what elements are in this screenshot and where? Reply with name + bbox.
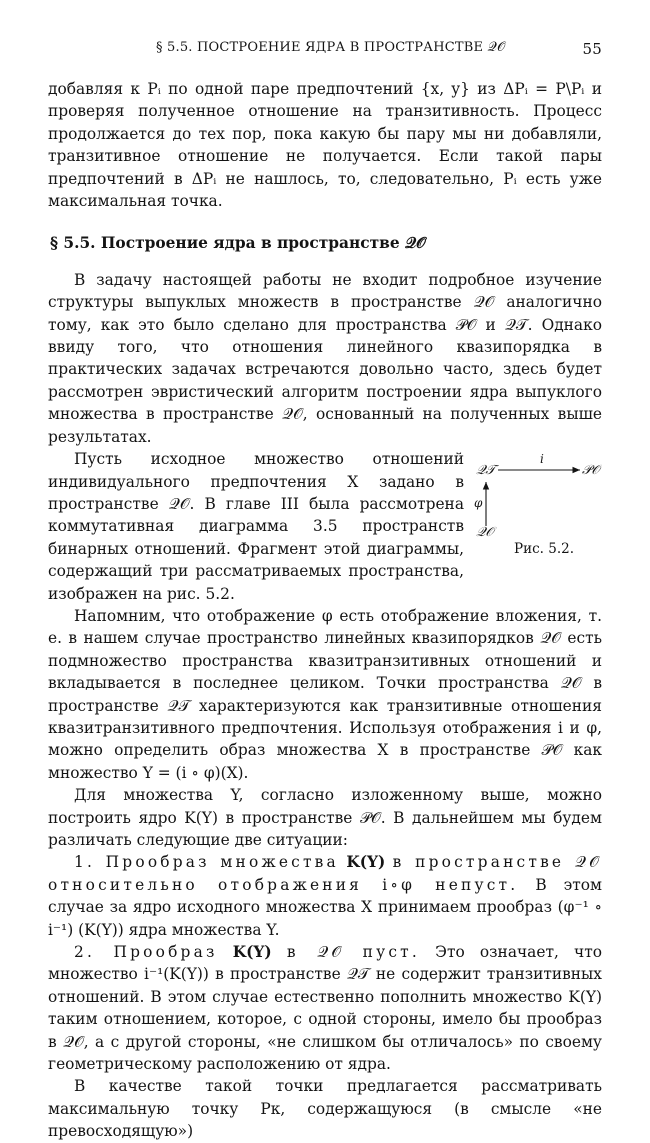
- situation-2-ky: K(Y): [232, 943, 272, 962]
- running-title: § 5.5. ПОСТРОЕНИЕ ЯДРА В ПРОСТРАНСТВЕ 𝒬𝒪: [156, 40, 506, 55]
- paragraph-situations: Для множества Y, согласно изложенному выше, можно построить ядро K(Y) в пространстве 𝒫𝒪. В дальнейшем мы будем различать следующие две ситуации:: [48, 786, 602, 849]
- arrow-phi-label: φ: [474, 496, 483, 511]
- running-header: [48, 40, 602, 64]
- situation-1-rest: В этом случае за ядро исходного множества X принимаем прообраз (φ⁻¹ ∘ i⁻¹) (K(Y)) ядра множества Y.: [48, 875, 602, 939]
- paragraph-continued: добавляя к Pᵢ по одной паре предпочтений {x, y} из ΔPᵢ = P\Pᵢ и проверяя полученное отношение на транзитивность. Процесс продолжается до тех пор, пока какую бы пару мы ни добавляли, транзитивное отношение не получается. Если такой пары предпочтений в ΔPᵢ не нашлось, то, следовательно, Pᵢ есть уже максимальная точка.: [48, 80, 602, 211]
- paragraph-final: В качестве такой точки предлагается рассматривать максимальную точку Pк, содержащуюся (в смысле «не превосходящую»): [48, 1077, 602, 1141]
- section-heading: § 5.5. Построение ядра в пространстве 𝒬𝒪: [50, 234, 426, 253]
- node-qt: 𝒬𝒯: [476, 463, 496, 479]
- figure-5-2: [474, 452, 602, 562]
- node-po: 𝒫𝒪: [582, 463, 600, 479]
- situation-2-spaced-a: 2. Прообраз: [74, 943, 218, 962]
- arrow-i-label: i: [540, 452, 544, 467]
- node-qo: 𝒬𝒪: [476, 525, 494, 541]
- body-text: [48, 78, 602, 1143]
- figure-caption: Рис. 5.2.: [514, 541, 574, 558]
- situation-1: [48, 851, 602, 941]
- situation-1-spaced-a: 1. Прообраз множества: [74, 853, 339, 872]
- situation-1-ky: K(Y): [346, 853, 386, 872]
- paragraph-intro-text: В задачу настоящей работы не входит подробное изучение структуры выпуклых множеств в пространстве 𝒬𝒪 аналогично тому, как это было сделано для пространства 𝒫𝒪 и 𝒬𝒯. Однако ввиду того, что отношения линейного квазипорядка в практических задачах встречаются довольно часто, здесь будет рассмотрен эвристический алгоритм построении ядра выпуклого множества в пространстве 𝒬𝒪, основанный на полученных выше результатах.: [48, 270, 602, 446]
- paragraph-setup: Пусть исходное множество отношений индивидуального предпочтения X задано в пространстве 𝒬𝒪. В главе III была рассмотрена коммутативная диаграмма 3.5 пространств бинарных отношений. Фрагмент этой диаграммы, содержащий три рассматриваемых пространства, изображен на рис. 5.2.: [48, 450, 464, 603]
- paragraph-intro: [48, 269, 602, 448]
- situation-1-spaced-b: в пространстве 𝒬𝒪 относительно отображения i∘φ непуст.: [48, 853, 602, 894]
- situation-2: [48, 941, 602, 1075]
- situation-2-spaced-b: в 𝒬𝒪 пуст.: [286, 943, 420, 962]
- page-number: 55: [582, 40, 602, 58]
- situation-2-rest: Это означает, что множество i⁻¹(K(Y)) в пространстве 𝒬𝒯 не содержит транзитивных отношений. В этом случае естественно пополнить множество K(Y) таким отношением, которое, с одной стороны, имело бы прообраз в 𝒬𝒪, а с другой стороны, «не слишком бы отличалось» по своему геометрическому расположению от ядра.: [48, 943, 602, 1074]
- paragraph-embedding: Напомним, что отображение φ есть отображение вложения, т. е. в нашем случае пространство линейных квазипорядков 𝒬𝒪 есть подмножество пространства квазитранзитивных отношений и вкладывается в последнее целиком. Точки пространства 𝒬𝒪 в пространстве 𝒬𝒯 характеризуются как транзитивные отношения квазитранзитивного предпочтения. Используя отображения i и φ, можно определить образ множества X в пространстве 𝒫𝒪 как множество Y = (i ∘ φ)(X).: [48, 606, 602, 782]
